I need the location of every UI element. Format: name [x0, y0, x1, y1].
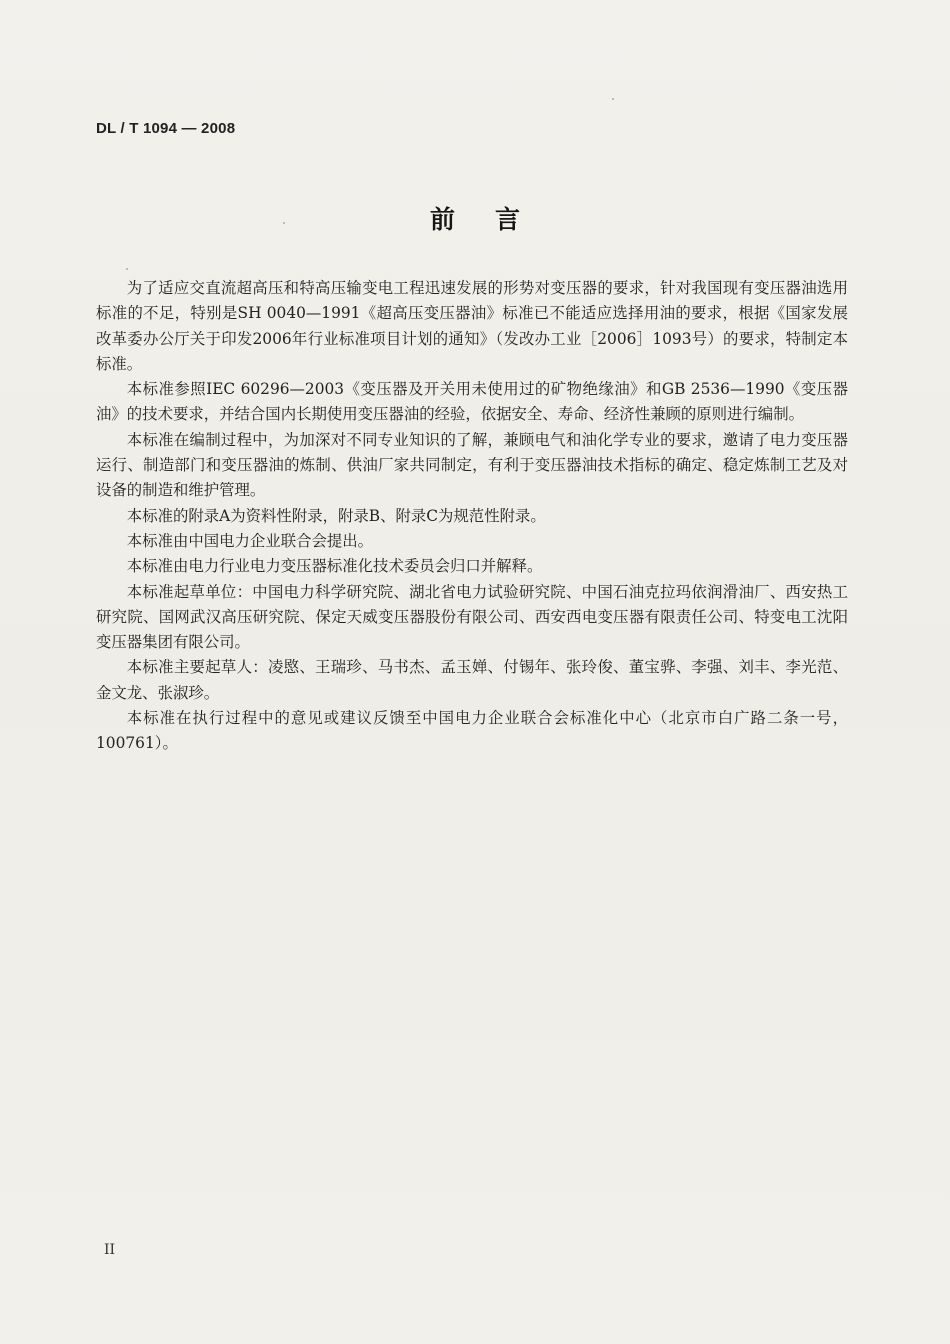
paragraph: 本标准由电力行业电力变压器标准化技术委员会归口并解释。 — [126, 557, 543, 576]
paragraph: 本标准起草单位：中国电力科学研究院、湖北省电力试验研究院、中国石油克拉玛依润滑油厂、西安热工研究院、国网武汉高压研究院、保定天威变压器股份有限公司、西安西电变压器有限责任公司、特变电工沈阳变压器集团有限公司。 — [96, 582, 848, 652]
scan-speck — [612, 98, 614, 100]
paragraph: 本标准在执行过程中的意见或建议反馈至中国电力企业联合会标准化中心（北京市白广路二条一号，100761）。 — [96, 709, 848, 753]
paragraph: 本标准由中国电力企业联合会提出。 — [126, 531, 374, 550]
scan-speck — [283, 222, 285, 224]
body-text — [96, 276, 848, 757]
paragraph: 为了适应交直流超高压和特高压输变电工程迅速发展的形势对变压器的要求，针对我国现有变压器油选用标准的不足，特别是SH 0040—1991《超高压变压器油》标准已不能适应选择用油的要求，根据《国家发展改革委办公厅关于印发2006年行业标准项目计划的通知》（发改办工业［2006］1093号）的要求，特制定本标准。 — [96, 279, 848, 373]
paragraph: 本标准在编制过程中，为加深对不同专业知识的了解，兼顾电气和油化学专业的要求，邀请了电力变压器运行、制造部门和变压器油的炼制、供油厂家共同制定，有利于变压器油技术指标的确定、稳定炼制工艺及对设备的制造和维护管理。 — [96, 430, 848, 500]
standard-code: DL / T 1094 — 2008 — [96, 120, 236, 137]
page-number: II — [104, 1242, 116, 1258]
scan-speck — [126, 268, 128, 270]
page-title: 前言 — [429, 205, 560, 234]
paragraph: 本标准参照IEC 60296—2003《变压器及开关用未使用过的矿物绝缘油》和GB 2536—1990《变压器油》的技术要求，并结合国内长期使用变压器油的经验，依据安全、寿命、经济性兼顾的原则进行编制。 — [96, 380, 848, 424]
paragraph: 本标准的附录A为资料性附录，附录B、附录C为规范性附录。 — [126, 506, 546, 525]
paragraph: 本标准主要起草人：凌愍、王瑞珍、马书杰、孟玉婵、付锡年、张玲俊、董宝骅、李强、刘丰、李光范、金文龙、张淑珍。 — [96, 658, 848, 702]
